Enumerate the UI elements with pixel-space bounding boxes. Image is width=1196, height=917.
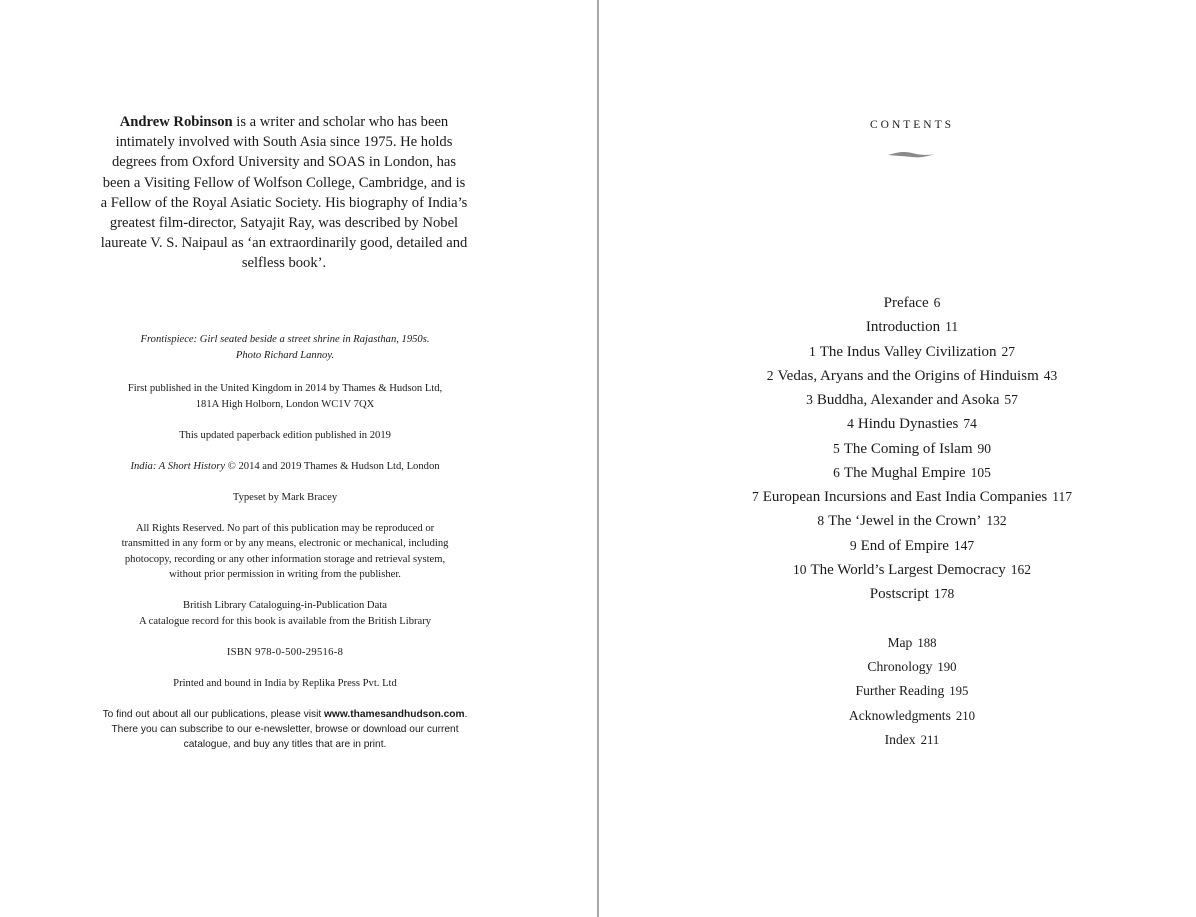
printed-by: Printed and bound in India by Replika Press Pvt. Ltd — [173, 678, 397, 690]
chapter-title: The Mughal Empire — [843, 464, 966, 481]
back-matter-title: Chronology — [867, 659, 933, 675]
contents-heading: CONTENTS — [869, 119, 955, 131]
rights-line-4: without prior permission in writing from the publisher. — [169, 569, 401, 581]
contents-entry — [599, 388, 1196, 412]
chapter-title: Postscript — [869, 586, 929, 602]
ornament-icon — [886, 149, 936, 161]
back-matter-entry — [599, 655, 1196, 679]
page-number: 105 — [970, 464, 991, 480]
contents-entry — [599, 485, 1196, 509]
page-number: 11 — [945, 319, 959, 335]
imprint-block — [86, 332, 484, 752]
contents-entry — [599, 315, 1196, 339]
left-page — [0, 0, 597, 917]
book-title: India: A Short History — [130, 460, 226, 472]
author-bio-text: is a writer and scholar who has been intimately involved with South Asia since 1975. He holds degrees from Oxford University and SOAS in London, has been a Visiting Fellow of Wolfson College, Cambridge, and is a Fellow of the Royal Asiatic Society. His biography of India’s greatest film-director, Satyajit Ray, was described by Nobel laureate V. S. Naipaul as ‘an extraordinarily good, detailed and selfless book’. — [100, 114, 468, 272]
contents-entry — [599, 461, 1196, 485]
chapter-number: 1 — [808, 343, 816, 359]
publisher-notice-text: To find out about all our publications, please visit — [102, 709, 324, 721]
rights-notice — [86, 521, 484, 583]
chapter-title: European Incursions and East India Companies — [762, 489, 1048, 505]
back-matter-title: Index — [884, 731, 916, 747]
publisher-notice-line-3: catalogue, and buy any titles that are in print. — [183, 739, 387, 751]
page-number: 6 — [933, 295, 941, 310]
typeset-credit: Typeset by Mark Bracey — [232, 491, 338, 503]
chapter-title: Introduction — [865, 319, 941, 336]
chapter-title: The Indus Valley Civilization — [819, 343, 997, 360]
back-matter-entry — [599, 631, 1196, 655]
contents-entry — [599, 364, 1196, 388]
page-number: 211 — [920, 732, 940, 747]
cip-line-2: A catalogue record for this book is available from the British Library — [138, 615, 432, 627]
chapter-number: 7 — [751, 489, 759, 504]
page-number: 132 — [986, 513, 1007, 529]
cip-data — [86, 598, 484, 629]
isbn: ISBN 978-0-500-29516-8 — [226, 647, 344, 659]
publisher-url[interactable]: www.thamesandhudson.com — [324, 709, 465, 721]
publisher-notice-line-2: There you can subscribe to our e-newsletter, browse or download our current — [111, 724, 459, 736]
page-number: 195 — [949, 684, 969, 699]
page-number: 147 — [953, 537, 975, 553]
chapter-number: 4 — [847, 416, 854, 432]
chapter-title: Vedas, Aryans and the Origins of Hinduism — [777, 367, 1039, 384]
copyright-text: © 2014 and 2019 Thames & Hudson Ltd, London — [225, 460, 440, 472]
back-matter-title: Map — [887, 635, 913, 650]
page-number: 117 — [1052, 489, 1072, 504]
page-number: 190 — [937, 660, 957, 675]
chapter-title: The ‘Jewel in the Crown’ — [828, 513, 982, 530]
chapter-number: 10 — [792, 561, 807, 577]
page-number: 162 — [1010, 561, 1031, 577]
back-matter-entry — [599, 679, 1196, 703]
right-page — [599, 0, 1196, 917]
contents-entry — [599, 558, 1196, 582]
chapter-title: End of Empire — [860, 537, 949, 554]
author-name: Andrew Robinson — [119, 114, 233, 130]
contents-entry — [599, 412, 1196, 436]
edition-note: This updated paperback edition published in 2019 — [179, 429, 391, 441]
chapter-number: 3 — [806, 392, 813, 407]
page-number: 27 — [1001, 343, 1016, 359]
chapter-title: Preface — [883, 295, 929, 311]
frontispiece-caption — [86, 332, 484, 363]
back-matter-entry — [599, 728, 1196, 752]
page-number: 210 — [955, 708, 976, 723]
chapter-title: Hindu Dynasties — [857, 416, 959, 433]
contents-entry — [599, 340, 1196, 364]
chapter-title: The World’s Largest Democracy — [810, 561, 1006, 578]
page-number: 74 — [963, 416, 977, 432]
page-number: 57 — [1004, 392, 1018, 407]
page-number: 178 — [933, 586, 955, 601]
back-matter-title: Acknowledgments — [848, 707, 951, 723]
page-number: 90 — [977, 440, 991, 456]
back-matter-entry — [599, 704, 1196, 728]
back-matter-list — [599, 631, 1196, 752]
chapter-number: 5 — [833, 440, 840, 456]
chapter-title: The Coming of Islam — [843, 440, 973, 457]
rights-line-3: photocopy, recording or any other information storage and retrieval system, — [124, 553, 446, 565]
contents-entry — [599, 582, 1196, 606]
cip-line-1: British Library Cataloguing-in-Publication Data — [183, 600, 387, 612]
page-number: 43 — [1043, 367, 1058, 383]
copyright-line — [86, 459, 484, 475]
chapter-title: Buddha, Alexander and Asoka — [816, 392, 1000, 408]
first-published-line-2: 181A High Holborn, London WC1V 7QX — [195, 398, 375, 410]
author-bio — [100, 112, 468, 274]
chapter-number: 9 — [849, 537, 857, 553]
contents-entry — [599, 509, 1196, 533]
first-published-line-1: First published in the United Kingdom in 2014 by Thames & Hudson Ltd, — [127, 383, 443, 394]
frontispiece-line-2: Photo Richard Lannoy. — [235, 349, 335, 361]
contents-entry — [599, 291, 1196, 315]
frontispiece-line-1: Frontispiece: Girl seated beside a street shrine in Rajasthan, 1950s. — [140, 334, 430, 345]
chapter-number: 8 — [817, 513, 825, 529]
contents-list — [599, 291, 1196, 606]
chapter-number: 2 — [766, 367, 774, 383]
contents-entry — [599, 534, 1196, 558]
page-number: 188 — [917, 636, 937, 650]
back-matter-title: Further Reading — [855, 683, 945, 699]
publisher-notice-period: . — [464, 709, 468, 721]
rights-line-1: All Rights Reserved. No part of this publication may be reproduced or — [135, 522, 435, 534]
first-published — [86, 381, 484, 412]
rights-line-2: transmitted in any form or by any means, electronic or mechanical, including — [121, 538, 449, 550]
contents-entry — [599, 437, 1196, 461]
publisher-notice — [86, 707, 484, 752]
chapter-number: 6 — [833, 464, 840, 480]
